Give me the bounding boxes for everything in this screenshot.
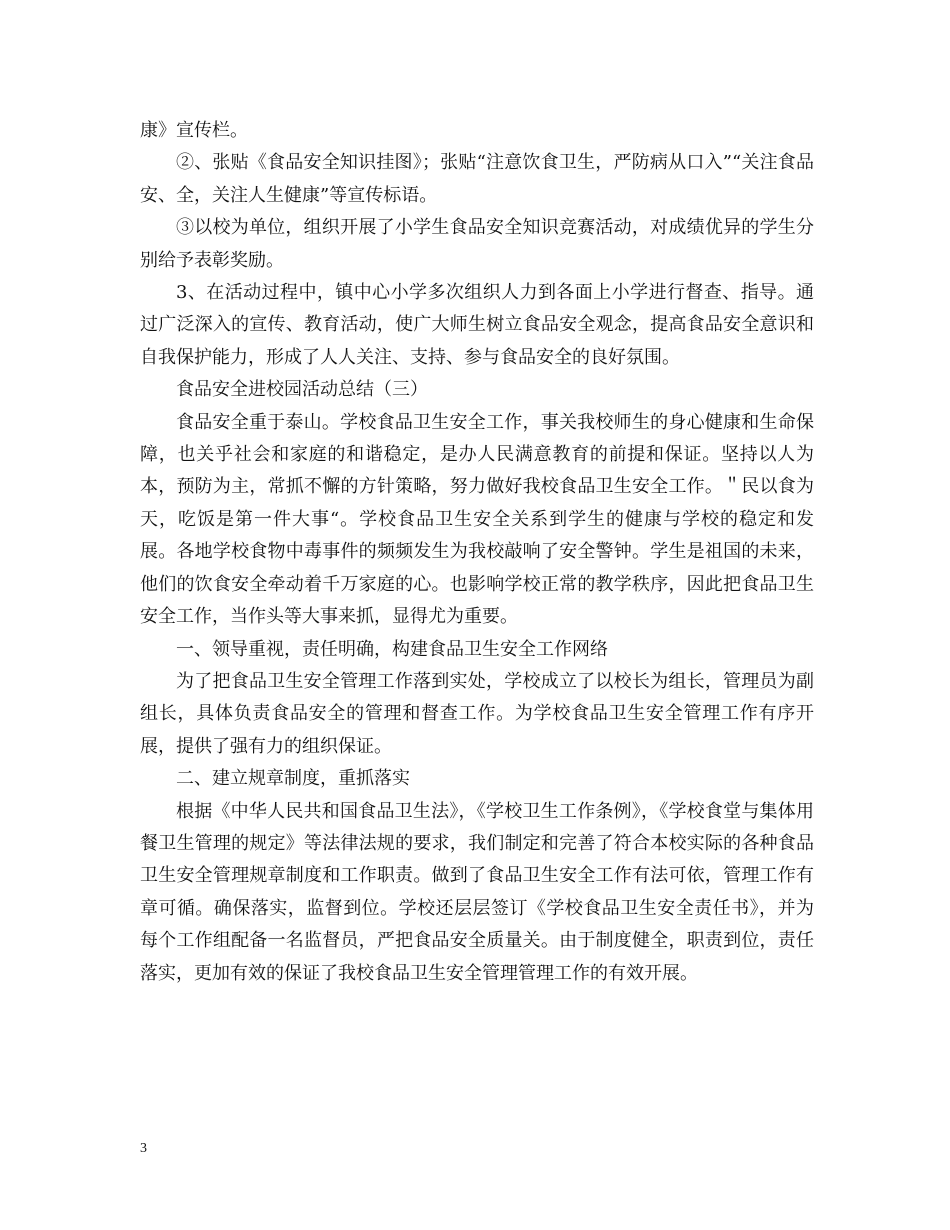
- paragraph-item-2: ②、张贴《食品安全知识挂图》；张贴“注意饮食卫生，严防病从口入”“关注食品安、全，关注人生健康”等宣传标语。: [140, 152, 814, 206]
- paragraph-leadership: 为了把食品卫生安全管理工作落到实处，学校成立了以校长为组长，管理员为副组长，具体负责食品安全的管理和督查工作。为学校食品卫生安全管理工作有序开展，提供了强有力的组织保证。: [140, 670, 814, 757]
- paragraph-continuation: 康》宣传栏。: [140, 120, 248, 141]
- paragraph-item-activity: 3、在活动过程中，镇中心小学多次组织人力到各面上小学进行督查、指导。通过广泛深入的宣传、教育活动，使广大师生树立食品安全观念，提高食品安全意识和自我保护能力，形成了人人关注、支持、参与食品安全的良好氛围。: [140, 282, 814, 368]
- page-number: 3: [140, 1141, 147, 1156]
- document-body: [140, 115, 814, 990]
- paragraph-item-3: ③以校为单位，组织开展了小学生食品安全知识竞赛活动，对成绩优异的学生分别给予表彰奖励。: [140, 217, 814, 271]
- subheading-leadership: 一、领导重视，责任明确，构建食品卫生安全工作网络: [176, 638, 608, 660]
- section-title: 食品安全进校园活动总结（三）: [176, 379, 428, 401]
- paragraph-rules: 根据《中华人民共和国食品卫生法》，《学校卫生工作条例》，《学校食堂与集体用餐卫生管理的规定》等法律法规的要求，我们制定和完善了符合本校实际的各种食品卫生安全管理规章制度和工作职责。做到了食品卫生安全工作有法可依，管理工作有章可循。确保落实，监督到位。学校还层层签订《学校食品卫生安全责任书》，并为每个工作组配备一名监督员，严把食品安全质量关。由于制度健全，职责到位，责任落实，更加有效的保证了我校食品卫生安全管理管理工作的有效开展。: [140, 800, 814, 984]
- paragraph-intro: 食品安全重于泰山。学校食品卫生安全工作，事关我校师生的身心健康和生命保障，也关乎社会和家庭的和谐稳定，是办人民满意教育的前提和保证。坚持以人为本，预防为主，常抓不懈的方针策略，努力做好我校食品卫生安全工作。＂民以食为天，吃饭是第一件大事“。学校食品卫生安全关系到学生的健康与学校的稳定和发展。各地学校食物中毒事件的频频发生为我校敲响了安全警钟。学生是祖国的未来，他们的饮食安全牵动着千万家庭的心。也影响学校正常的教学秩序，因此把食品卫生安全工作，当作头等大事来抓，显得尤为重要。: [140, 411, 814, 628]
- subheading-rules: 二、建立规章制度，重抓落实: [176, 768, 410, 790]
